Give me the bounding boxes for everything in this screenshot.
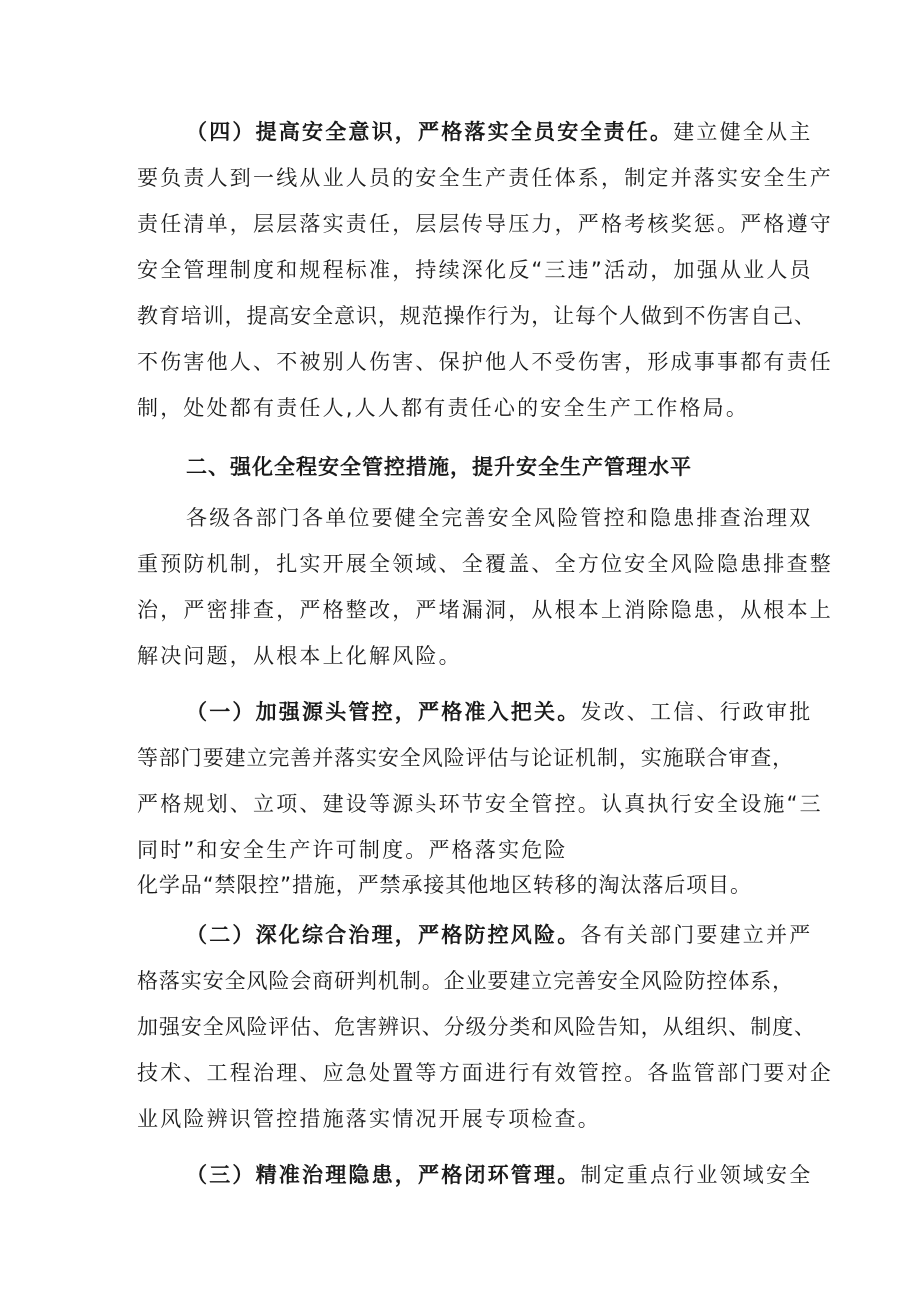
paragraph-line (186, 117, 846, 147)
paragraph-line: 业风险辨识管控措施落实情况开展专项检查。 (137, 1107, 601, 1131)
paragraph-line: 不伤害他人、不被别人伤害、保护他人不受伤害，形成事事都有责任 (137, 350, 833, 374)
section-heading-text: 二、强化全程安全管控措施，提升安全生产管理水平 (186, 455, 692, 479)
paragraph-line: 加强安全风险评估、危害辨识、分级分类和风险告知，从组织、制度、 (137, 1015, 816, 1039)
paragraph-line (186, 697, 846, 727)
paragraph-lead-heading: （二）深化综合治理，严格防控风险。 (186, 923, 581, 947)
paragraph-line: 各级各部门各单位要健全完善安全风险管控和隐患排查治理双 (186, 506, 813, 530)
paragraph-line: 重预防机制，扎实开展全领域、全覆盖、全方位安全风险隐患排查整 (137, 552, 833, 576)
paragraph-line: 化学品“禁限控”措施，严禁承接其他地区转移的淘汰落后项目。 (137, 873, 752, 897)
paragraph-lead-heading: （四）提高安全意识，严格落实全员安全责任。 (186, 120, 674, 144)
paragraph-line: 格落实安全风险会商研判机制。企业要建立完善安全风险防控体系， (137, 969, 794, 993)
paragraph-line: 同时”和安全生产许可制度。严格落实危险 (137, 838, 568, 862)
paragraph-lead-heading: （三）精准治理隐患，严格闭环管理。 (186, 1163, 581, 1187)
paragraph-text: 发改、工信、行政审批 (580, 700, 813, 724)
section-heading (186, 452, 846, 482)
paragraph-line: 严格规划、立项、建设等源头环节安全管控。认真执行安全设施“三 (137, 792, 823, 816)
paragraph-line: 治，严密排查，严格整改，严堵漏洞，从根本上消除隐患，从根本上 (137, 598, 833, 622)
paragraph-line (186, 920, 846, 950)
paragraph-line: 技术、工程治理、应急处置等方面进行有效管控。各监管部门要对企 (137, 1061, 833, 1085)
paragraph-line: 责任清单，层层落实责任，层层传导压力，严格考核奖惩。严格遵守 (137, 212, 833, 236)
paragraph-line: 解决问题，从根本上化解风险。 (137, 644, 462, 668)
paragraph-line: 要负责人到一线从业人员的安全生产责任体系，制定并落实安全生产 (137, 166, 833, 190)
paragraph-text: 各有关部门要建立并严 (580, 923, 813, 947)
paragraph-line (186, 1160, 846, 1190)
paragraph-line: 教育培训，提高安全意识，规范操作行为，让每个人做到不伤害自己、 (137, 304, 816, 328)
paragraph-line: 安全管理制度和规程标准，持续深化反“三违”活动，加强从业人员 (137, 258, 813, 282)
paragraph-line: 制，处处都有责任人,人人都有责任心的安全生产工作格局。 (137, 396, 750, 420)
paragraph-text: 建立健全从主 (673, 120, 813, 144)
paragraph-text: 制定重点行业领域安全 (580, 1163, 813, 1187)
paragraph-lead-heading: （一）加强源头管控，严格准入把关。 (186, 700, 581, 724)
paragraph-line: 等部门要建立完善并落实安全风险评估与论证机制，实施联合审查， (137, 746, 794, 770)
